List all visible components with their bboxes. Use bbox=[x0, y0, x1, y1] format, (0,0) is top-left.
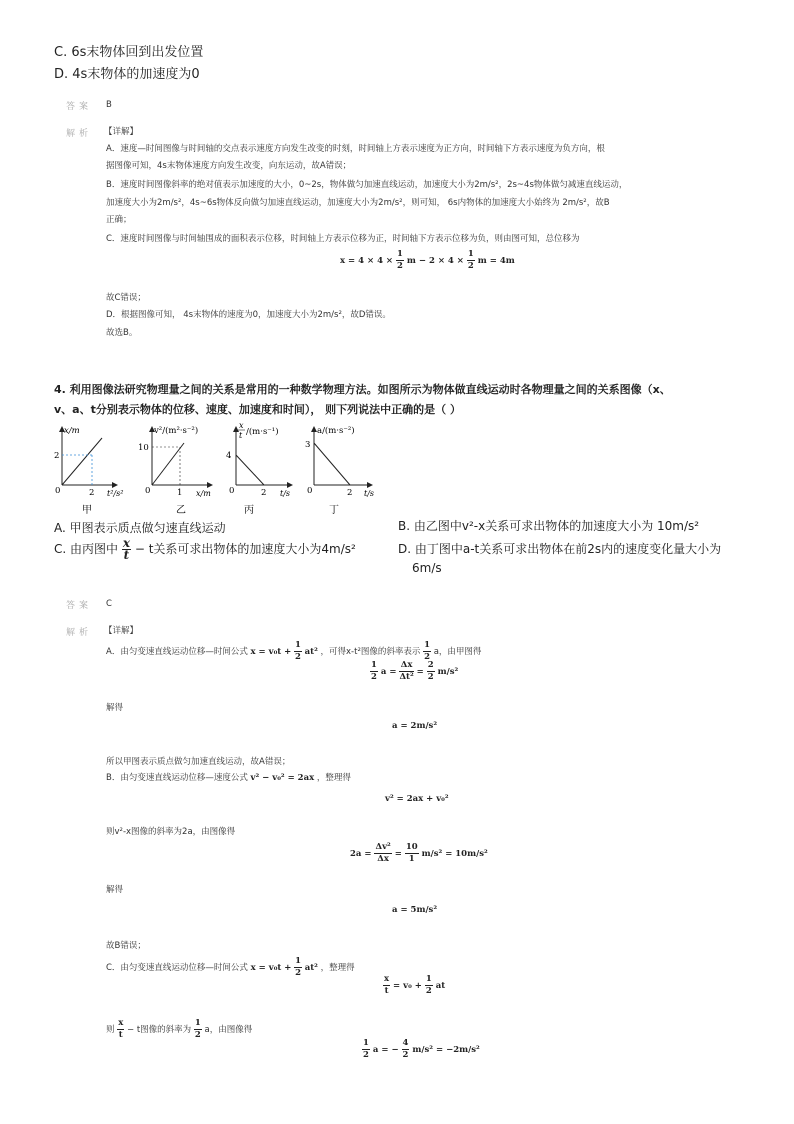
ylabel-jia: x/m bbox=[64, 426, 80, 436]
analysis-tag-2: 解析 bbox=[66, 628, 93, 638]
detail-heading-2: 【详解】 bbox=[104, 626, 139, 636]
xlabel-yi: x/m bbox=[196, 489, 211, 498]
sol2-c-line: C．由匀变速直线运动位移—时间公式 x = v₀t + $\frac{1}{2}$ at² ，整理得 bbox=[106, 956, 355, 978]
caption-jia: 甲 bbox=[82, 505, 92, 516]
xlabel-bing: t/s bbox=[280, 489, 291, 498]
caption-bing: 丙 bbox=[244, 505, 254, 516]
sol1-a-line1: A．速度—时间图像与时间轴的交点表示速度方向发生改变的时刻，时间轴上方表示速度为正方向，时间轴下方表示速度为负方向，根 bbox=[106, 144, 605, 154]
graph-bing bbox=[226, 421, 292, 516]
detail-heading: 【详解】 bbox=[104, 127, 139, 137]
ylabel-ding: a/(m·s⁻²) bbox=[317, 426, 355, 436]
option-d-prev: D. 4s末物体的加速度为0 bbox=[54, 67, 200, 82]
sol2-c-line2: 则 $\frac{x}{t}$ − t图像的斜率为 $\frac{1}{2}$ a，由图像得 bbox=[106, 1018, 253, 1040]
sol1-b-line1: B．速度时间图像斜率的绝对值表示加速度的大小，0~2s，物体做匀加速直线运动，加速度大小为2m/s²，2s~4s物体做匀减速直线运动， bbox=[106, 180, 628, 190]
q4-option-c: C. 由丙图中 $\frac{x}{t}$ − t关系可求出物体的加速度大小为4m/s² bbox=[54, 536, 356, 562]
sol2-a-end: 所以甲图表示质点做匀加速直线运动，故A错误； bbox=[106, 757, 291, 767]
xlabel-ding: t/s bbox=[364, 489, 375, 498]
caption-ding: 丁 bbox=[329, 505, 339, 516]
answer-value: B bbox=[106, 100, 112, 110]
sol1-c-line1: C．速度时间图像与时间轴围成的面积表示位移，时间轴上方表示位移为正，时间轴下方表示位移为负，则由图可知，总位移为 bbox=[106, 234, 580, 244]
xtick-ding: 2 bbox=[347, 488, 353, 498]
xtick-yi: 1 bbox=[177, 488, 183, 498]
analysis-tag: 解析 bbox=[66, 129, 93, 139]
q4-option-a: A. 甲图表示质点做匀速直线运动 bbox=[54, 521, 226, 535]
sol2-eq-b1: v² = 2ax + v₀² bbox=[385, 794, 449, 804]
sol2-solve-1: 解得 bbox=[106, 703, 124, 713]
answer-value-2: C bbox=[106, 599, 112, 609]
q4-option-d-line2: 6m/s bbox=[412, 561, 442, 575]
sol2-eq-b2: a = 5m/s² bbox=[392, 905, 438, 915]
ytick-bing: 4 bbox=[226, 451, 232, 461]
sol1-equation: x = 4 × 4 × $\frac{1}{2}$ m − 2 × 4 × $\frac{1}{2}$ m = 4m bbox=[340, 249, 515, 271]
q4-stem-line2: v、a、t分别表示物体的位移、速度、加速度和时间）， 则下列说法中正确的是（ ） bbox=[54, 403, 462, 416]
xtick-jia: 2 bbox=[89, 488, 95, 498]
ylabel-yi: v²/(m²·s⁻²) bbox=[154, 426, 199, 436]
line-yi bbox=[152, 443, 184, 485]
sol2-eq-c2: $\frac{1}{2}$ a = − $\frac{4}{2}$ m/s² = −2m/s² bbox=[363, 1038, 480, 1060]
line-bing bbox=[236, 455, 264, 485]
option-c-prev: C. 6s末物体回到出发位置 bbox=[54, 45, 204, 60]
sol1-c-line2: 故C错误； bbox=[106, 293, 146, 303]
graph-ding bbox=[305, 425, 374, 516]
sol1-end: 故选B。 bbox=[106, 328, 138, 338]
sol1-d-line: D．根据图像可知， 4s末物体的速度为0，加速度大小为2m/s²，故D错误。 bbox=[106, 310, 391, 320]
q4-stem-line1: 4. 利用图像法研究物理量之间的关系是常用的一种数学物理方法。如图所示为物体做直线运动时各物理量之间的关系图像（x、 bbox=[54, 383, 671, 396]
ylabel-bing-den: t bbox=[239, 431, 243, 440]
sol1-b-line2: 加速度大小为2m/s²，4s~6s物体反向做匀加速直线运动，加速度大小为2m/s²，则可知， 6s内物体的加速度大小始终为 2m/s²，故B bbox=[106, 198, 610, 208]
q4-option-b: B. 由乙图中v²-x关系可求出物体的加速度大小为 10m/s² bbox=[398, 519, 700, 533]
sol2-b-end: 故B错误； bbox=[106, 941, 146, 951]
ytick-jia: 2 bbox=[54, 451, 60, 461]
ytick-ding: 3 bbox=[305, 440, 311, 450]
xlabel-jia: t²/s² bbox=[107, 489, 124, 498]
sol2-eq-a2: a = 2m/s² bbox=[392, 721, 438, 731]
ytick-yi: 10 bbox=[138, 443, 149, 453]
origin-ding: 0 bbox=[307, 486, 313, 496]
sol2-eq-b: 2a = $\frac{\text{Δv²}}{\Delta x}$ = $\frac{10}{1}$ m/s² = 10m/s² bbox=[350, 842, 488, 864]
line-jia bbox=[62, 438, 102, 485]
sol1-a-line2: 据图像可知，4s末物体速度方向发生改变，向东运动，故A错误； bbox=[106, 161, 352, 171]
q4-option-d-line1: D. 由丁图中a-t关系可求出物体在前2s内的速度变化量大小为 bbox=[398, 542, 722, 556]
graph-jia bbox=[54, 426, 123, 516]
caption-yi: 乙 bbox=[176, 505, 186, 516]
graph-yi bbox=[138, 425, 212, 516]
origin-bing: 0 bbox=[229, 486, 235, 496]
line-ding bbox=[314, 443, 350, 485]
ylabel-bing-num: x bbox=[239, 421, 244, 430]
sol2-solve-2: 解得 bbox=[106, 885, 124, 895]
sol1-b-line3: 正确； bbox=[106, 215, 132, 225]
xtick-bing: 2 bbox=[261, 488, 267, 498]
q4-graphs bbox=[52, 420, 392, 520]
origin-yi: 0 bbox=[145, 486, 151, 496]
sol2-b-line: B．由匀变速直线运动位移—速度公式 v² − v₀² = 2ax ，整理得 bbox=[106, 773, 351, 783]
sol2-b-line2: 则v²-x图像的斜率为2a，由图像得 bbox=[106, 827, 236, 837]
sol2-a-line: A．由匀变速直线运动位移—时间公式 x = v₀t + $\frac{1}{2}$ at² ，可得x-t²图像的斜率表示 $\frac{1}{2}$ a，由甲图得 bbox=[106, 640, 482, 662]
answer-tag-2: 答案 bbox=[66, 601, 93, 611]
ylabel-bing-unit: /(m·s⁻¹) bbox=[246, 427, 279, 437]
sol2-eq-a: $\frac{1}{2}$ a = $\frac{\Delta x}{\text{Δt²}}$ = $\frac{2}{2}$ m/s² bbox=[371, 660, 459, 682]
origin-jia: 0 bbox=[55, 486, 61, 496]
answer-tag: 答案 bbox=[66, 102, 93, 112]
sol2-eq-c: $\frac{x}{t}$ = v₀ + $\frac{1}{2}$ at bbox=[384, 974, 446, 996]
